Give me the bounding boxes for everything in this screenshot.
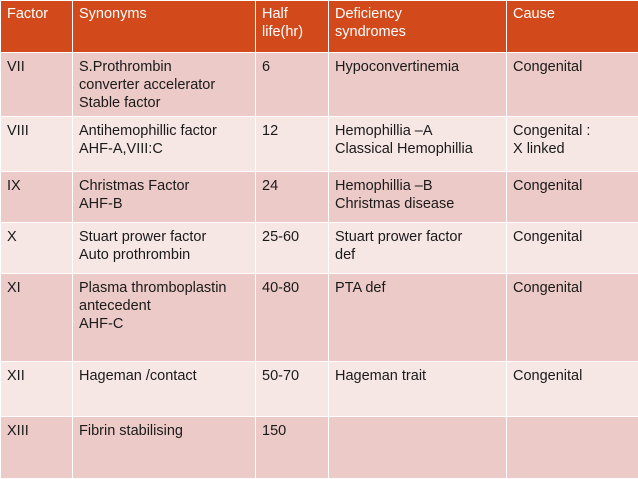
- cell-line: Hemophillia –A: [335, 123, 433, 139]
- cell-deficiency: [329, 362, 507, 417]
- cell-line: 24: [262, 178, 279, 194]
- cell-half-life: [256, 417, 329, 479]
- cell-factor: [1, 117, 73, 172]
- cell-synonyms: [73, 172, 256, 223]
- cell-line: 50-70: [262, 368, 300, 384]
- header-half-life: [256, 1, 329, 53]
- cell-line: Hageman /contact: [79, 368, 197, 384]
- header-line: life(hr): [262, 24, 304, 40]
- cell-line: X linked: [513, 141, 565, 157]
- header-cause: [507, 1, 638, 53]
- cell-line: PTA def: [335, 280, 386, 296]
- table-row: [1, 117, 638, 172]
- cell-line: Stuart prower factor: [79, 229, 207, 245]
- cell-half-life: [256, 117, 329, 172]
- cell-synonyms: [73, 417, 256, 479]
- cell-line: def: [335, 247, 356, 263]
- cell-line: Stuart prower factor: [335, 229, 463, 245]
- cell-line: X: [7, 229, 17, 245]
- cell-deficiency: [329, 117, 507, 172]
- cell-line: Congenital: [513, 229, 583, 245]
- table-header-row: [1, 1, 638, 53]
- cell-factor: [1, 362, 73, 417]
- cell-line: VIII: [7, 123, 29, 139]
- cell-cause: [507, 117, 638, 172]
- cell-line: Fibrin stabilising: [79, 423, 183, 439]
- cell-line: Congenital: [513, 59, 583, 75]
- cell-synonyms: [73, 223, 256, 274]
- cell-line: Auto prothrombin: [79, 247, 191, 263]
- cell-line: AHF-A,VIII:C: [79, 141, 163, 157]
- cell-factor: [1, 417, 73, 479]
- cell-half-life: [256, 223, 329, 274]
- cell-cause: [507, 223, 638, 274]
- cell-line: Hageman trait: [335, 368, 427, 384]
- cell-line: Congenital :: [513, 123, 591, 139]
- cell-line: Hypoconvertinemia: [335, 59, 460, 75]
- table-row: [1, 274, 638, 362]
- header-factor: [1, 1, 73, 53]
- cell-cause: [507, 362, 638, 417]
- cell-factor: [1, 53, 73, 117]
- header-line: syndromes: [335, 24, 406, 40]
- cell-line: 25-60: [262, 229, 300, 245]
- cell-line: AHF-B: [79, 196, 123, 212]
- cell-line: Stable factor: [79, 95, 161, 111]
- cell-synonyms: [73, 53, 256, 117]
- cell-half-life: [256, 274, 329, 362]
- cell-line: XI: [7, 280, 21, 296]
- cell-line: XIII: [7, 423, 29, 439]
- cell-line: Classical Hemophillia: [335, 141, 473, 157]
- cell-line: Congenital: [513, 368, 583, 384]
- cell-line: Antihemophillic factor: [79, 123, 217, 139]
- cell-cause: [507, 172, 638, 223]
- cell-deficiency: [329, 223, 507, 274]
- header-line: Half: [262, 6, 288, 22]
- cell-factor: [1, 223, 73, 274]
- cell-line: Congenital: [513, 178, 583, 194]
- cell-line: 12: [262, 123, 279, 139]
- table-row: [1, 53, 638, 117]
- table-row: [1, 417, 638, 479]
- header-line: Cause: [513, 6, 555, 22]
- header-deficiency-syndromes: [329, 1, 507, 53]
- cell-line: Christmas Factor: [79, 178, 190, 194]
- cell-line: XII: [7, 368, 25, 384]
- cell-line: 150: [262, 423, 287, 439]
- cell-factor: [1, 172, 73, 223]
- cell-line: converter accelerator: [79, 77, 216, 93]
- cell-line: AHF-C: [79, 316, 124, 332]
- header-line: Factor: [7, 6, 49, 22]
- cell-line: VII: [7, 59, 25, 75]
- cell-line: S.Prothrombin: [79, 59, 172, 75]
- cell-half-life: [256, 53, 329, 117]
- cell-synonyms: [73, 274, 256, 362]
- cell-half-life: [256, 362, 329, 417]
- table-row: [1, 223, 638, 274]
- cell-half-life: [256, 172, 329, 223]
- cell-deficiency: [329, 172, 507, 223]
- cell-line: IX: [7, 178, 21, 194]
- cell-line: antecedent: [79, 298, 151, 314]
- cell-synonyms: [73, 117, 256, 172]
- header-synonyms: [73, 1, 256, 53]
- table-row: [1, 172, 638, 223]
- cell-synonyms: [73, 362, 256, 417]
- cell-line: Hemophillia –B: [335, 178, 433, 194]
- cell-deficiency: [329, 53, 507, 117]
- cell-cause: [507, 53, 638, 117]
- cell-line: 6: [262, 59, 271, 75]
- cell-line: Plasma thromboplastin: [79, 280, 227, 296]
- cell-line: 40-80: [262, 280, 300, 296]
- cell-line: Congenital: [513, 280, 583, 296]
- cell-factor: [1, 274, 73, 362]
- header-line: Synonyms: [79, 6, 147, 22]
- table-row: [1, 362, 638, 417]
- cell-deficiency: [329, 417, 507, 479]
- header-line: Deficiency: [335, 6, 402, 22]
- cell-deficiency: [329, 274, 507, 362]
- cell-cause: [507, 274, 638, 362]
- cell-cause: [507, 417, 638, 479]
- cell-line: Christmas disease: [335, 196, 455, 212]
